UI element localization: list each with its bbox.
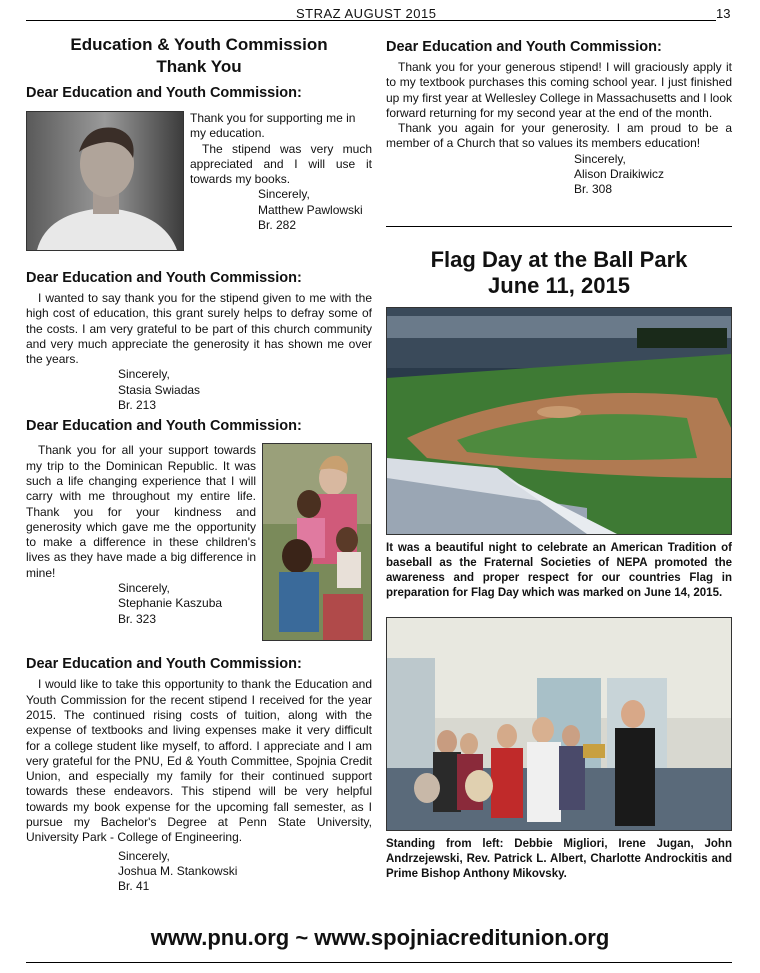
letter-pawlowski [26, 84, 372, 251]
letter-paragraph: Thank you for your generous stipend! I will graciously apply it to my textbook purchases this coming school year. I just finished up my first year at Wellesley College in Massachusetts and I look forward returning for my second year at the end of the month. [386, 60, 732, 120]
letter-draikiwicz [386, 38, 732, 198]
section-divider [386, 226, 732, 227]
letter-branch: Br. 41 [118, 879, 150, 894]
footer-rule [26, 962, 732, 963]
letter-swiadas [26, 269, 372, 413]
footer-url[interactable]: www.pnu.org ~ www.spojniacreditunion.org [150, 925, 610, 950]
page-number: 13 [716, 6, 731, 21]
letter-salutation: Dear Education and Youth Commission: [26, 418, 302, 435]
letter-paragraph: Thank you for all your support towards my trip to the Dominican Republic. It was such a life changing experience that I will carry with me throughout my entire life. Thank you for your kindness and generosity which gave me the opportunity to make a difference in these children's lives as they have made a big difference in mine! [26, 443, 256, 580]
letter-paragraph: I would like to take this opportunity to thank the Education and Youth Commission for the recent stipend I received for the year 2015. The continued rising costs of tuition, along with the expense of textbooks and living expenses make it very difficult for a college student like myself, to afford. I appreciate and I am very grateful for the PNU, Ed & Youth Committee, Spojnia Credit Union, and especially my family for their continued support towards these endeavors. This stipend will be very helpful towards my book expense for the upcoming fall semester, as I pursue my Bachelor's Degree at Penn State University, University Park - College of Engineering. [26, 677, 372, 845]
letter-stankowski [26, 655, 372, 894]
letter-paragraph: Thank you for supporting me in my education. [190, 111, 356, 141]
letter-branch: Br. 323 [118, 611, 157, 626]
header-rule [26, 20, 716, 21]
letter-signature: Stephanie Kaszuba [118, 596, 223, 611]
photo-group-standing [386, 617, 732, 831]
letter-salutation: Dear Education and Youth Commission: [26, 656, 302, 673]
letter-signature: Matthew Pawlowski [258, 202, 363, 217]
ballpark-caption: It was a beautiful night to celebrate an American Tradition of baseball as the Fraternal Societies of NEPA promoted the awareness and proper respect for our countries Flag in preparation for Flag Day which was marked on June 14, 2015. [386, 541, 732, 599]
letter-paragraph: The stipend was very much appreciated and I will use it towards my books. [190, 141, 372, 187]
section-title: Education & Youth Commission Thank You [70, 35, 328, 76]
letter-closing: Sincerely, [118, 581, 170, 596]
group-caption: Standing from left: Debbie Migliori, Irene Jugan, John Andrzejewski, Rev. Patrick L. Albert, Charlotte Androckitis and Prime Bishop Anthony Mikovsky. [386, 837, 732, 880]
flag-day-title: Flag Day at the Ball Park June 11, 2015 [430, 246, 688, 298]
letter-signature: Stasia Swiadas [118, 382, 201, 397]
newsletter-title: STRAZ AUGUST 2015 [296, 6, 437, 21]
letter-closing: Sincerely, [258, 187, 310, 202]
letter-closing: Sincerely, [118, 367, 170, 382]
letter-signature: Alison Draikiwicz [574, 167, 665, 182]
letter-signature: Joshua M. Stankowski [118, 863, 238, 878]
letter-branch: Br. 213 [118, 398, 157, 413]
letter-salutation: Dear Education and Youth Commission: [26, 270, 302, 286]
letter-paragraph: I wanted to say thank you for the stipend given to me with the high cost of education, this grant surely helps to defray some of the costs. I am very grateful to be part of this church community and very much appreciate the generosity it has shown me over the years. [26, 291, 372, 367]
letter-branch: Br. 308 [574, 182, 613, 197]
left-column [26, 32, 372, 895]
letter-closing: Sincerely, [118, 848, 170, 863]
photo-stephanie-kaszuba-with-children [262, 443, 372, 641]
letter-salutation: Dear Education and Youth Commission: [386, 39, 662, 55]
letter-kaszuba [26, 417, 372, 641]
letter-salutation: Dear Education and Youth Commission: [26, 85, 302, 101]
right-column [386, 32, 732, 882]
photo-matthew-pawlowski [26, 111, 184, 251]
letter-closing: Sincerely, [574, 151, 626, 166]
photo-ballpark [386, 307, 732, 535]
letter-branch: Br. 282 [258, 218, 297, 233]
letter-paragraph: Thank you again for your generosity. I am proud to be a member of a Church that so values its members education! [386, 121, 732, 151]
